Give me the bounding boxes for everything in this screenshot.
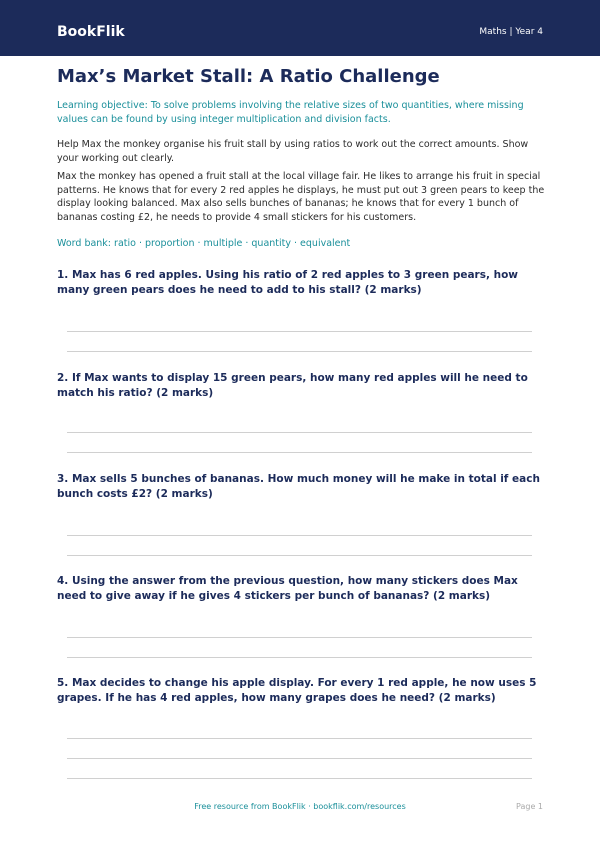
question-2: 2. If Max wants to display 15 green pears, how many red apples will he need to match his ratio? (2 marks)	[57, 372, 528, 399]
answer-line[interactable]	[67, 778, 532, 779]
intro-text: Help Max the monkey organise his fruit stall by using ratios to work out the correct amounts. Show your working out clearly.	[57, 139, 529, 164]
subject-year-label: Maths | Year 4	[479, 27, 543, 37]
answer-line[interactable]	[67, 758, 532, 759]
question-4: 4. Using the answer from the previous question, how many stickers does Max need to give away if he gives 4 stickers per bunch of bananas? (2 marks)	[57, 575, 518, 602]
answer-line[interactable]	[67, 738, 532, 739]
answer-line[interactable]	[67, 637, 532, 638]
word-bank: Word bank: ratio · proportion · multiple · quantity · equivalent	[57, 238, 351, 249]
answer-line[interactable]	[67, 535, 532, 536]
answer-line[interactable]	[67, 351, 532, 352]
worksheet-title: Max’s Market Stall: A Ratio Challenge	[57, 66, 440, 87]
answer-line[interactable]	[67, 432, 532, 433]
learning-objective: Learning objective: To solve problems involving the relative sizes of two quantities, where missing values can be found by using integer multiplication and division facts.	[57, 100, 524, 125]
question-3: 3. Max sells 5 bunches of bananas. How much money will he make in total if each bunch costs £2? (2 marks)	[57, 473, 540, 500]
brand-logo: BookFlik	[57, 24, 125, 40]
page-number: Page 1	[516, 802, 543, 811]
story-text: Max the monkey has opened a fruit stall at the local village fair. He likes to arrange his fruit in special patterns. He knows that for every 2 red apples he displays, he must put out 3 green pears to keep the display looking balanced. Max also sells bunches of bananas; he knows that for every 1 bunch of bananas costing £2, he needs to provide 4 small stickers for his customers.	[57, 171, 545, 223]
answer-line[interactable]	[67, 555, 532, 556]
question-5: 5. Max decides to change his apple display. For every 1 red apple, he now uses 5 grapes. If he has 4 red apples, how many grapes does he need? (2 marks)	[57, 677, 537, 704]
answer-line[interactable]	[67, 452, 532, 453]
footer-text: Free resource from BookFlik · bookflik.com/resources	[194, 802, 406, 811]
answer-line[interactable]	[67, 331, 532, 332]
question-1: 1. Max has 6 red apples. Using his ratio of 2 red apples to 3 green pears, how many green pears does he need to add to his stall? (2 marks)	[57, 269, 519, 296]
header-bar	[0, 0, 600, 56]
answer-line[interactable]	[67, 657, 532, 658]
